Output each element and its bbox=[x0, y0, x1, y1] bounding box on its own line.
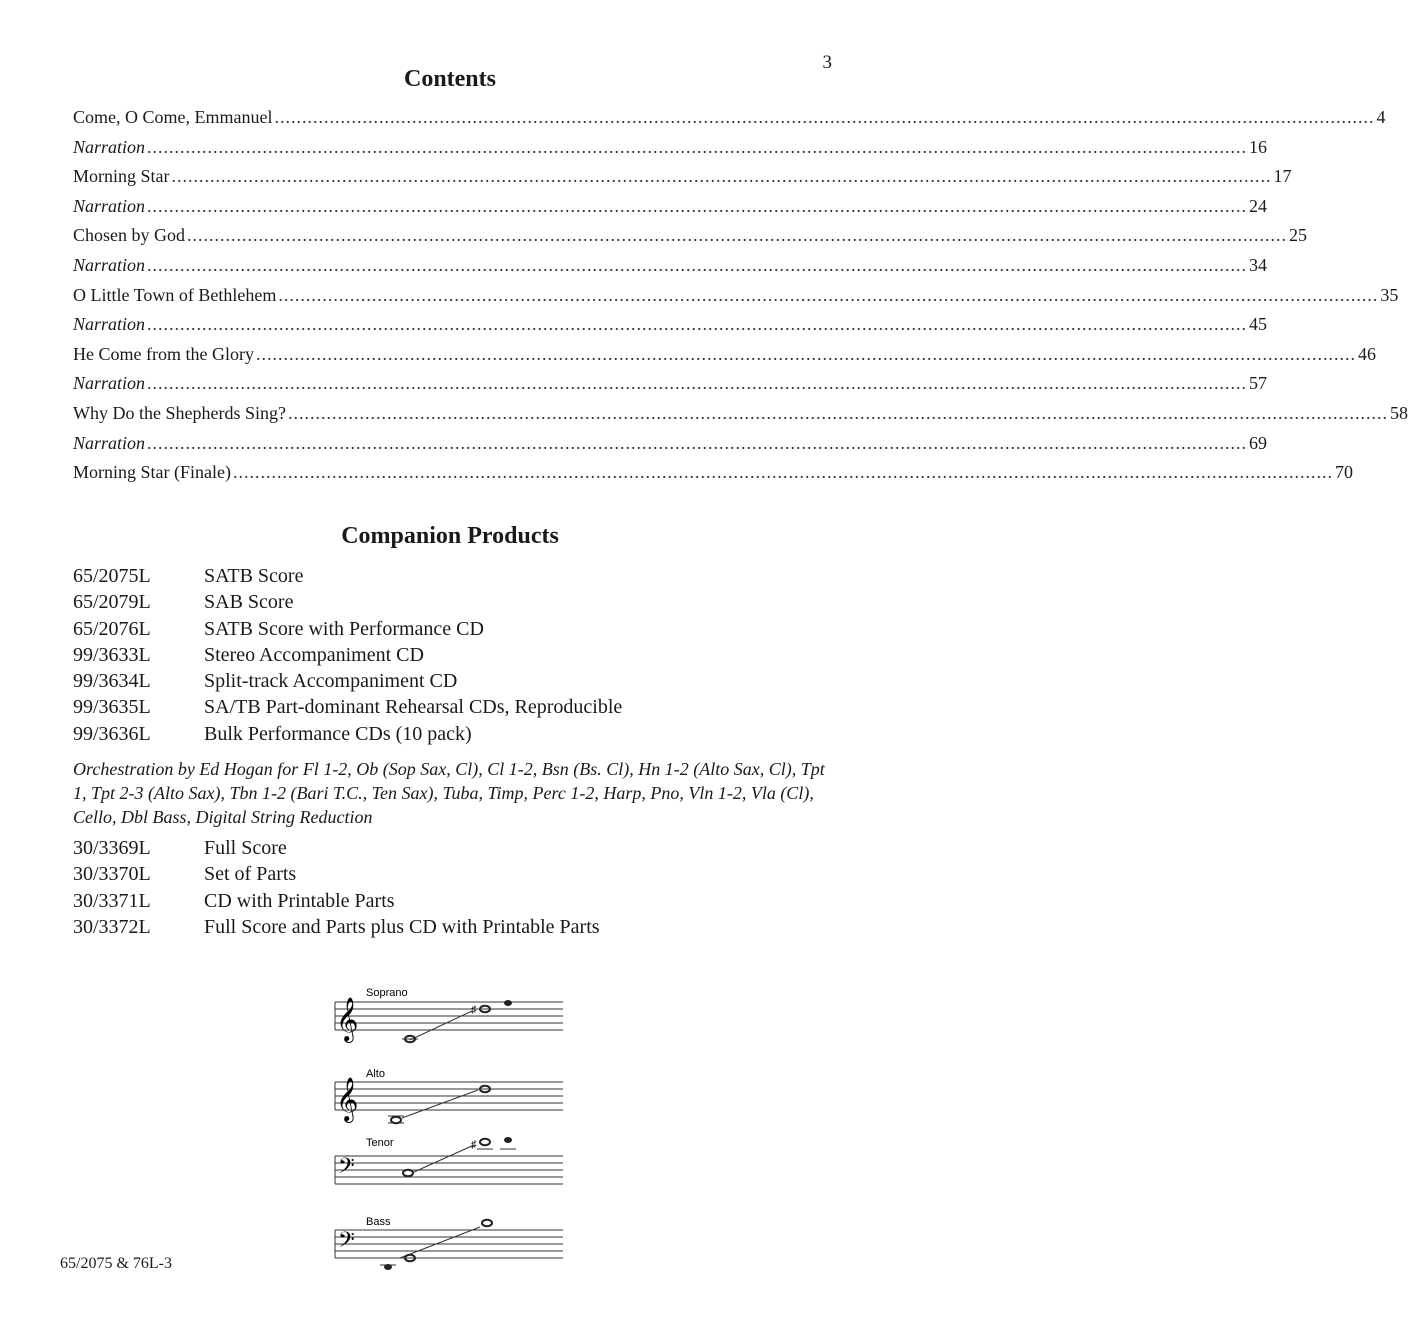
product-code: 65/2076L bbox=[73, 617, 151, 640]
product-row bbox=[73, 863, 833, 889]
product-row bbox=[73, 837, 833, 863]
toc-entry bbox=[73, 343, 1376, 374]
toc-entry-title: Narration bbox=[73, 373, 146, 394]
toc-leader-dots: ........................................................................................................................................................................................................ bbox=[255, 343, 1356, 364]
product-code: 99/3635L bbox=[73, 696, 151, 719]
product-description: Bulk Performance CDs (10 pack) bbox=[204, 722, 472, 745]
toc-entry bbox=[73, 462, 1353, 492]
toc-entry-page: 25 bbox=[1289, 225, 1307, 246]
product-row bbox=[73, 916, 833, 942]
toc-entry-page: 69 bbox=[1249, 432, 1268, 453]
product-code: 99/3633L bbox=[73, 643, 151, 666]
toc-leader-dots: ........................................................................................................................................................................................................ bbox=[147, 373, 1248, 394]
toc-entry-page: 46 bbox=[1357, 343, 1376, 364]
product-description: CD with Printable Parts bbox=[204, 889, 395, 912]
toc-entry-page: 24 bbox=[1249, 195, 1268, 216]
toc-leader-dots: ........................................................................................................................................................................................................ bbox=[147, 136, 1248, 157]
toc-entry bbox=[73, 314, 1268, 344]
toc-entry bbox=[73, 402, 1408, 433]
product-row bbox=[73, 618, 833, 644]
product-description: Full Score and Parts plus CD with Printable Parts bbox=[204, 915, 600, 938]
toc-entry-page: 57 bbox=[1249, 373, 1268, 394]
toc-leader-dots: ........................................................................................................................................................................................................ bbox=[278, 284, 1379, 305]
product-row bbox=[73, 591, 833, 617]
toc-leader-dots: ........................................................................................................................................................................................................ bbox=[171, 166, 1272, 187]
toc-entry-page: 34 bbox=[1249, 254, 1268, 275]
contents-list bbox=[73, 107, 1408, 492]
soprano-staff bbox=[335, 987, 563, 1043]
bass-label: Bass bbox=[366, 1216, 391, 1228]
toc-entry-page: 58 bbox=[1389, 402, 1408, 423]
orchestration-note: Orchestration by Ed Hogan for Fl 1-2, Ob (Sop Sax, Cl), Cl 1-2, Bsn (Bs. Cl), Hn 1-2 (Alto Sax, Cl), Tpt 1, Tpt 2-3 (Alto Sax), Tbn 1-2 (Bari T.C., Ten Sax), Tuba, Timp, Perc 1-2, Harp, Pno, Vln 1-2, Vla (Cl), Cello, Dbl Bass, Digital String Reduction bbox=[73, 759, 825, 827]
treble-clef-icon: 𝄞 bbox=[336, 1079, 359, 1121]
product-description: SATB Score with Performance CD bbox=[204, 617, 484, 640]
contents-title: Contents bbox=[403, 66, 496, 92]
page-number: 3 bbox=[822, 52, 832, 73]
product-description: SATB Score bbox=[204, 565, 304, 587]
product-code: 99/3634L bbox=[73, 670, 151, 693]
toc-entry-page: 4 bbox=[1376, 107, 1386, 127]
toc-entry-title: Why Do the Shepherds Sing? bbox=[73, 402, 286, 423]
product-description: Split-track Accompaniment CD bbox=[204, 670, 458, 693]
alto-label: Alto bbox=[366, 1068, 385, 1080]
product-description: Set of Parts bbox=[204, 863, 297, 886]
toc-entry bbox=[73, 254, 1268, 285]
toc-entry bbox=[73, 284, 1399, 315]
filled-note bbox=[504, 1137, 512, 1143]
product-row bbox=[73, 696, 833, 722]
product-code: 65/2075L bbox=[73, 565, 151, 587]
toc-entry-title: O Little Town of Bethlehem bbox=[73, 284, 277, 305]
toc-entry bbox=[73, 136, 1268, 167]
toc-entry-title: Narration bbox=[73, 314, 146, 335]
toc-entry-title: Come, O Come, Emmanuel bbox=[73, 107, 273, 127]
product-code: 30/3369L bbox=[73, 837, 151, 859]
bass-clef-icon: 𝄢 bbox=[338, 1227, 355, 1257]
toc-leader-dots: ........................................................................................................................................................................................................ bbox=[232, 462, 1333, 483]
bass-clef-icon: 𝄢 bbox=[338, 1153, 355, 1183]
toc-leader-dots: ........................................................................................................................................................................................................ bbox=[187, 225, 1287, 246]
treble-clef-icon: 𝄞 bbox=[336, 999, 359, 1041]
toc-entry-title: Morning Star bbox=[73, 166, 170, 187]
vocal-ranges bbox=[330, 975, 570, 1285]
tenor-label: Tenor bbox=[366, 1137, 394, 1149]
soprano-label: Soprano bbox=[366, 987, 408, 999]
product-row bbox=[73, 723, 833, 749]
product-row bbox=[73, 644, 833, 670]
toc-entry-page: 70 bbox=[1334, 462, 1353, 483]
toc-entry-title: Narration bbox=[73, 254, 146, 275]
toc-entry bbox=[73, 373, 1268, 403]
filled-note bbox=[384, 1264, 392, 1270]
toc-entry bbox=[73, 166, 1292, 196]
product-description: Stereo Accompaniment CD bbox=[204, 643, 424, 666]
whole-note bbox=[480, 1139, 490, 1145]
toc-leader-dots: ........................................................................................................................................................................................................ bbox=[147, 432, 1248, 453]
toc-entry-title: Narration bbox=[73, 195, 146, 216]
whole-note bbox=[482, 1220, 492, 1226]
toc-entry-page: 35 bbox=[1380, 284, 1399, 305]
product-description: SAB Score bbox=[204, 591, 294, 614]
toc-entry-page: 17 bbox=[1273, 166, 1292, 187]
toc-entry-title: Chosen by God bbox=[73, 225, 185, 246]
toc-entry-title: Narration bbox=[73, 136, 146, 157]
toc-entry-page: 45 bbox=[1249, 314, 1268, 335]
product-code: 65/2079L bbox=[73, 591, 151, 614]
product-code: 99/3636L bbox=[73, 722, 151, 745]
product-description: SA/TB Part-dominant Rehearsal CDs, Reproducible bbox=[204, 696, 623, 719]
sharp-icon: ♯ bbox=[471, 1139, 477, 1151]
toc-leader-dots: ........................................................................................................................................................................................................ bbox=[147, 254, 1248, 275]
alto-staff bbox=[335, 1068, 563, 1123]
toc-leader-dots: ........................................................................................................................................................................................................ bbox=[147, 314, 1248, 335]
filled-note bbox=[504, 1000, 512, 1006]
companion-products-title: Companion Products bbox=[341, 523, 559, 549]
toc-leader-dots: ........................................................................................................................................................................................................ bbox=[287, 402, 1388, 423]
toc-entry bbox=[73, 225, 1307, 255]
toc-entry-title: Morning Star (Finale) bbox=[73, 462, 231, 483]
product-row bbox=[73, 565, 833, 591]
product-code: 30/3372L bbox=[73, 915, 151, 938]
toc-leader-dots: ........................................................................................................................................................................................................ bbox=[147, 195, 1248, 216]
footer-catalog-number: 65/2075 & 76L-3 bbox=[60, 1255, 172, 1272]
whole-note bbox=[403, 1170, 413, 1176]
product-list bbox=[73, 565, 833, 749]
tenor-staff bbox=[335, 1137, 563, 1184]
toc-entry-title: He Come from the Glory bbox=[73, 343, 254, 364]
product-code: 30/3371L bbox=[73, 889, 151, 912]
vocal-ranges-graphic bbox=[330, 975, 570, 1285]
product-code: 30/3370L bbox=[73, 863, 151, 886]
whole-note bbox=[391, 1117, 401, 1123]
product-row bbox=[73, 890, 833, 916]
toc-entry bbox=[73, 107, 1386, 137]
orchestration-product-list bbox=[73, 837, 833, 942]
product-row bbox=[73, 670, 833, 696]
toc-entry-title: Narration bbox=[73, 432, 146, 453]
bass-staff bbox=[335, 1216, 563, 1270]
toc-leader-dots: ........................................................................................................................................................................................................ bbox=[274, 107, 1375, 127]
toc-entry-page: 16 bbox=[1249, 136, 1268, 157]
sharp-icon: ♯ bbox=[471, 1004, 477, 1016]
product-description: Full Score bbox=[204, 837, 287, 859]
toc-entry bbox=[73, 432, 1268, 463]
toc-entry bbox=[73, 195, 1268, 226]
